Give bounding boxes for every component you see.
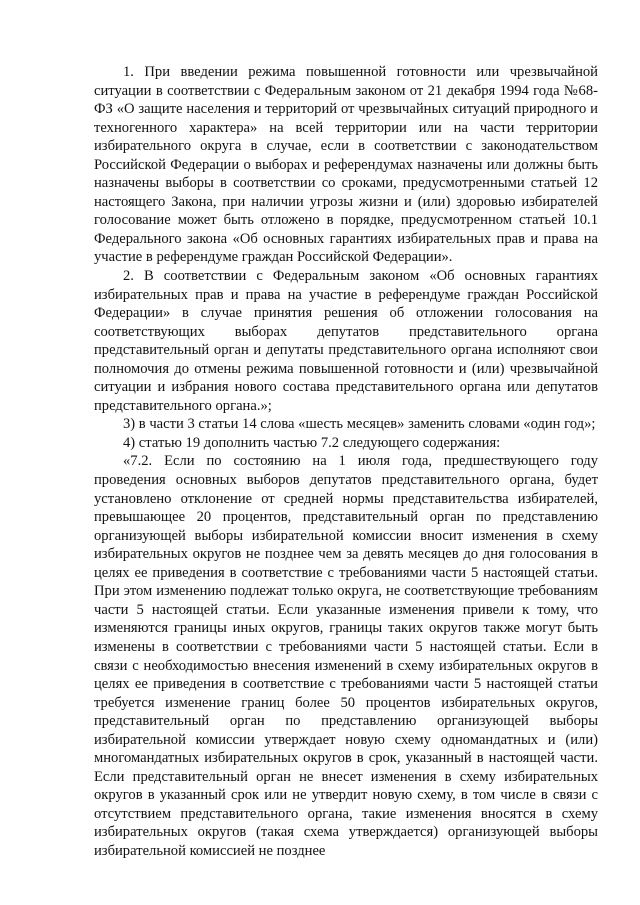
- paragraph-7-2: «7.2. Если по состоянию на 1 июля года, предшествующего году проведения основных выборов депутатов представительного органа, будет установлено отклонение от средней нормы представительства избирателей, превышающее 20 процентов, представительный орган по представлению организующей выборы избирательной комиссии вносит изменения в схему избирательных округов не позднее чем за девять месяцев до дня голосования в целях ее приведения в соответствие с требованиями части 5 настоящей статьи. При этом изменению подлежат только округа, не соответствующие требованиям части 5 настоящей статьи. Если указанные изменения привели к тому, что изменяются границы иных округов, границы таких округов также могут быть изменены в соответствии с требованиями части 5 настоящей статьи. Если в связи с необходимостью внесения изменений в схему избирательных округов в целях ее приведения в соответствие с требованиями части 5 настоящей статьи требуется изменение границ более 50 процентов избирательных округов, представительный орган по представлению организующей выборы избирательной комиссии утверждает новую схему одномандатных и (или) многомандатных избирательных округов в срок, указанный в настоящей части. Если представительный орган не внесет изменения в схему избирательных округов в указанный срок или не утвердит новую схему, в том числе в связи с отсутствием представительного органа, такие изменения вносятся в схему избирательных округов (такая схема утверждается) организующей выборы избирательной комиссией не позднее: [94, 453, 598, 859]
- list-item-4: 4) статью 19 дополнить частью 7.2 следующего содержания:: [123, 434, 501, 451]
- paragraph-2: 2. В соответствии с Федеральным законом «Об основных гарантиях избирательных прав и права на участие в референдуме граждан Российской Федерации» в случае принятия решения об отложении голосования на соответствующих выборах депутатов представительного органа представительный орган и депутаты представительного органа исполняют свои полномочия до отмены режима повышенной готовности и (или) чрезвычайной ситуации и избрания нового состава представительного органа или депутатов представительного органа.»;: [94, 268, 598, 414]
- list-item-3: 3) в части 3 статьи 14 слова «шесть месяцев» заменить словами «один год»;: [123, 416, 596, 433]
- document-page: [94, 63, 598, 861]
- paragraph-1: 1. При введении режима повышенной готовности или чрезвычайной ситуации в соответствии с Федеральным законом от 21 декабря 1994 года №68-ФЗ «О защите населения и территорий от чрезвычайных ситуаций природного и техногенного характера» на всей территории или на части территории избирательного округа в случае, если в соответствии с законодательством Российской Федерации о выборах и референдумах назначены или должны быть назначены выборы в соответствии со сроками, предусмотренными статьей 12 настоящего Закона, при наличии угрозы жизни и (или) здоровью избирателей голосование может быть отложено в порядке, предусмотренном статьей 10.1 Федерального закона «Об основных гарантиях избирательных прав и права на участие в референдуме граждан Российской Федерации».: [94, 64, 598, 266]
